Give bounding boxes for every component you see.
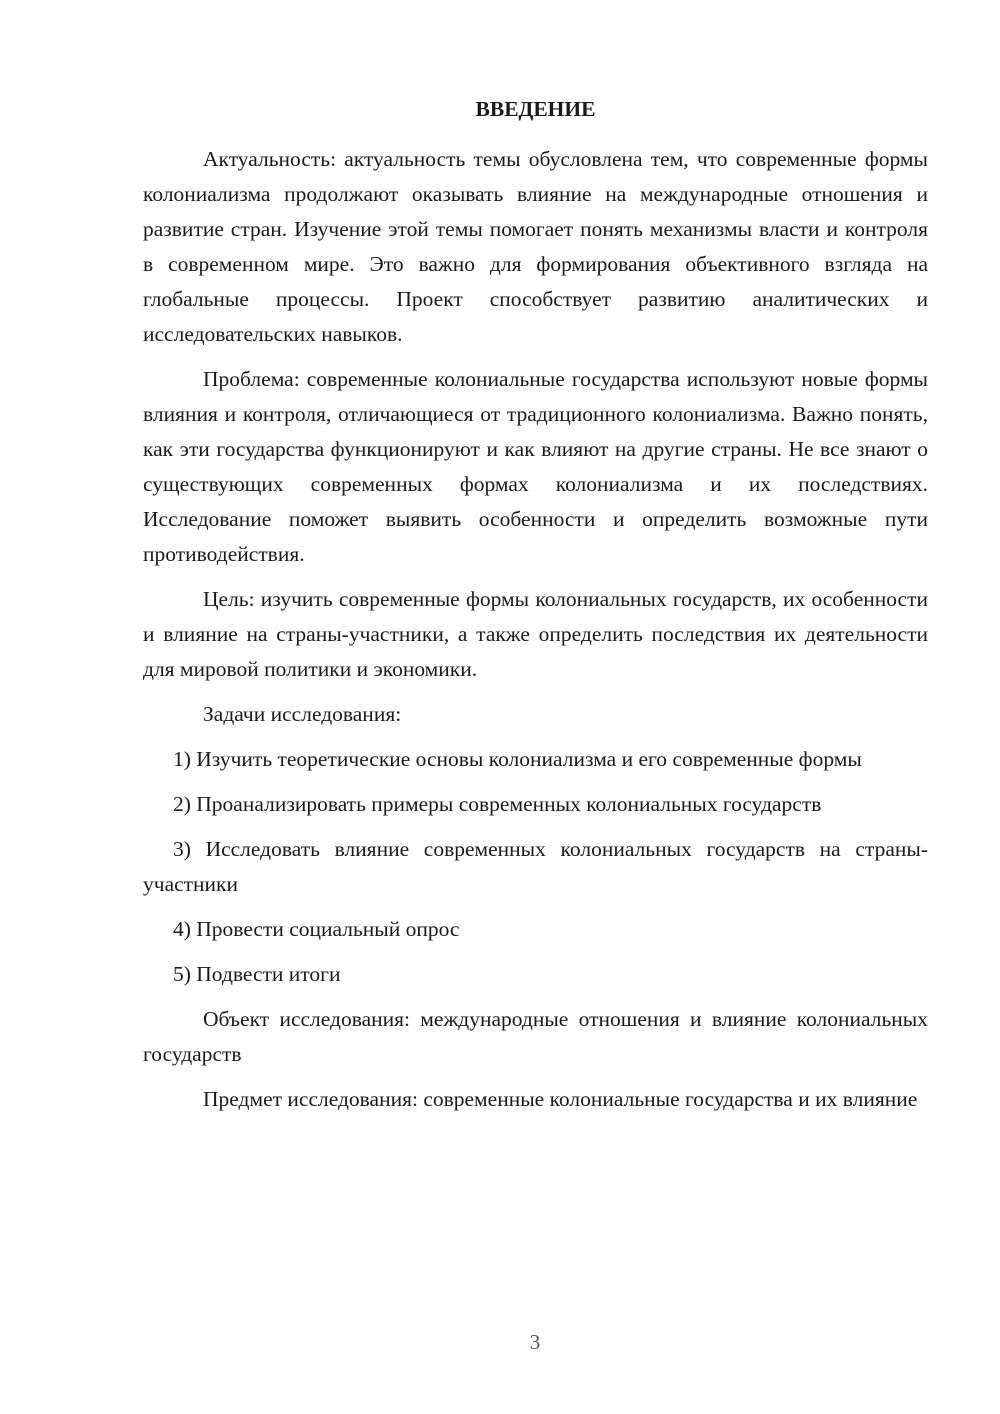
document-page bbox=[143, 92, 928, 1127]
task-item-4: 4) Провести социальный опрос bbox=[173, 917, 460, 941]
tasks-heading: Задачи исследования: bbox=[203, 702, 402, 726]
object-paragraph: Объект исследования: международные отношения и влияние колониальных государств bbox=[143, 1007, 928, 1066]
task-item-1: 1) Изучить теоретические основы колониализма и его современные формы bbox=[173, 747, 862, 771]
task-item-5: 5) Подвести итоги bbox=[173, 962, 341, 986]
task-item-2: 2) Проанализировать примеры современных колониальных государств bbox=[173, 792, 822, 816]
page-number: 3 bbox=[529, 1330, 541, 1354]
relevance-paragraph: Актуальность: актуальность темы обусловлена тем, что современные формы колониализма продолжают оказывать влияние на международные отношения и развитие стран. Изучение этой темы помогает понять механизмы власти и контроля в современном мире. Это важно для формирования объективного взгляда на глобальные процессы. Проект способствует развитию аналитических и исследовательских навыков. bbox=[143, 147, 928, 346]
problem-paragraph: Проблема: современные колониальные государства используют новые формы влияния и контроля, отличающиеся от традиционного колониализма. Важно понять, как эти государства функционируют и как влияют на другие страны. Не все знают о существующих современных формах колониализма и их последствиях. Исследование поможет выявить особенности и определить возможные пути противодействия. bbox=[143, 367, 928, 566]
goal-paragraph: Цель: изучить современные формы колониальных государств, их особенности и влияние на страны-участники, а также определить последствия их деятельности для мировой политики и экономики. bbox=[143, 587, 928, 681]
section-title: ВВЕДЕНИЕ bbox=[475, 97, 596, 121]
subject-paragraph: Предмет исследования: современные колониальные государства и их влияние bbox=[203, 1087, 918, 1111]
task-item-3: 3) Исследовать влияние современных колониальных государств на страны-участники bbox=[143, 837, 928, 896]
